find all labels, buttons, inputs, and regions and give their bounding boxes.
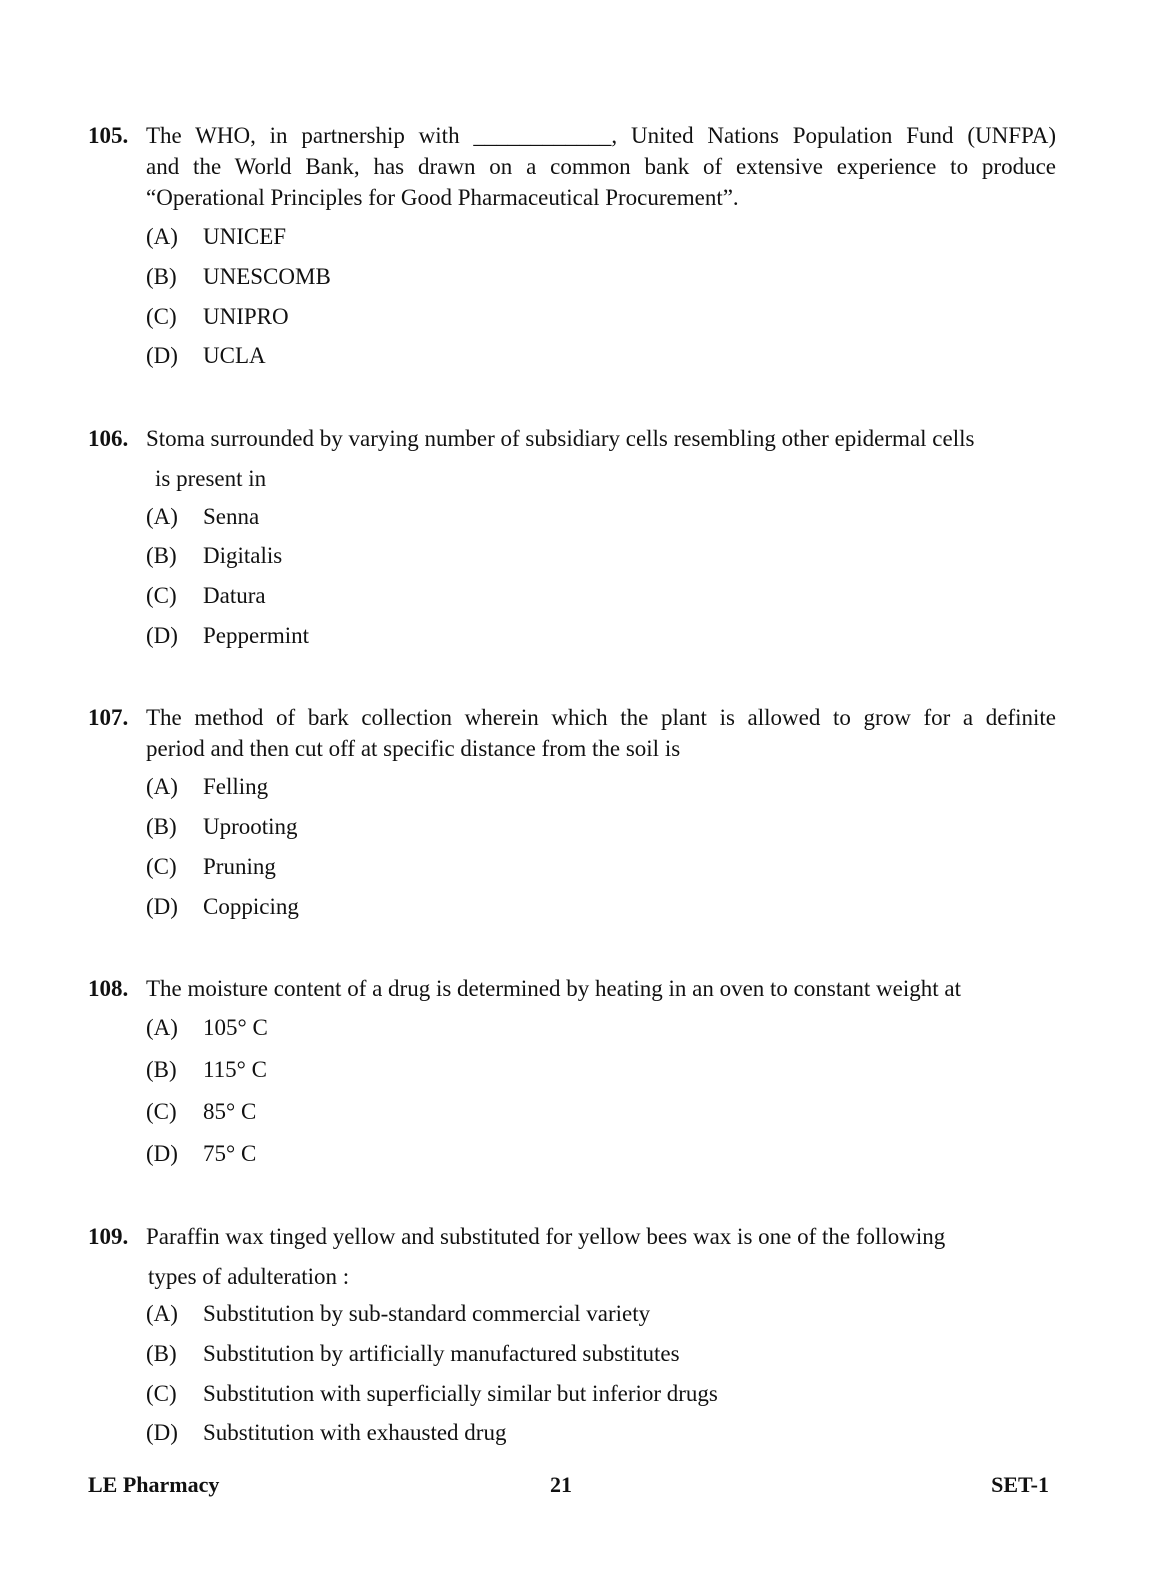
question-109 <box>88 1221 1056 1292</box>
option-d[interactable]: (D) Substitution with exhausted drug <box>146 1420 507 1445</box>
option-c[interactable]: (C) UNIPRO <box>146 304 289 329</box>
option-a[interactable]: (A) UNICEF <box>146 224 287 249</box>
option-b[interactable]: (B) UNESCOMB <box>146 264 331 289</box>
page-number: 21 <box>550 1472 572 1497</box>
question-108 <box>88 973 1056 1004</box>
option-a[interactable]: (A) Substitution by sub-standard commercial variety <box>146 1301 651 1326</box>
question-number: 108. <box>88 976 129 1001</box>
question-text: Stoma surrounded by varying number of subsidiary cells resembling other epidermal cells is present in <box>146 426 975 491</box>
question-number: 109. <box>88 1224 129 1249</box>
option-b[interactable]: (B) Uprooting <box>146 814 298 839</box>
question-105 <box>88 120 1056 213</box>
question-107 <box>88 702 1056 764</box>
option-a[interactable]: (A) 105° C <box>146 1015 268 1040</box>
option-b[interactable]: (B) 115° C <box>146 1057 267 1082</box>
question-text: The moisture content of a drug is determined by heating in an oven to constant weight at <box>146 976 962 1001</box>
footer-set: SET-1 <box>991 1472 1049 1497</box>
option-c[interactable]: (C) Pruning <box>146 854 276 879</box>
question-text: The method of bark collection wherein which the plant is allowed to grow for a definite period and then cut off at specific distance from the soil is <box>146 705 1056 761</box>
question-number: 107. <box>88 705 129 730</box>
option-c[interactable]: (C) 85° C <box>146 1099 257 1124</box>
question-106 <box>88 423 1056 494</box>
question-number: 105. <box>88 123 129 148</box>
option-d[interactable]: (D) Peppermint <box>146 623 310 648</box>
option-d[interactable]: (D) UCLA <box>146 343 266 368</box>
question-number: 106. <box>88 426 129 451</box>
question-text: The WHO, in partnership with ____________, United Nations Population Fund (UNFPA) and the World Bank, has drawn on a common bank of extensive experience to produce “Operational Principles for Good Pharmaceutical Procurement”. <box>146 123 1056 210</box>
option-b[interactable]: (B) Substitution by artificially manufactured substitutes <box>146 1341 680 1366</box>
option-d[interactable]: (D) Coppicing <box>146 894 299 919</box>
option-c[interactable]: (C) Datura <box>146 583 266 608</box>
option-d[interactable]: (D) 75° C <box>146 1141 257 1166</box>
question-text: Paraffin wax tinged yellow and substituted for yellow bees wax is one of the following types of adulteration : <box>146 1224 946 1289</box>
option-a[interactable]: (A) Felling <box>146 774 269 799</box>
option-c[interactable]: (C) Substitution with superficially similar but inferior drugs <box>146 1381 718 1406</box>
option-a[interactable]: (A) Senna <box>146 504 260 529</box>
option-b[interactable]: (B) Digitalis <box>146 543 283 568</box>
footer-subject: LE Pharmacy <box>88 1472 220 1497</box>
